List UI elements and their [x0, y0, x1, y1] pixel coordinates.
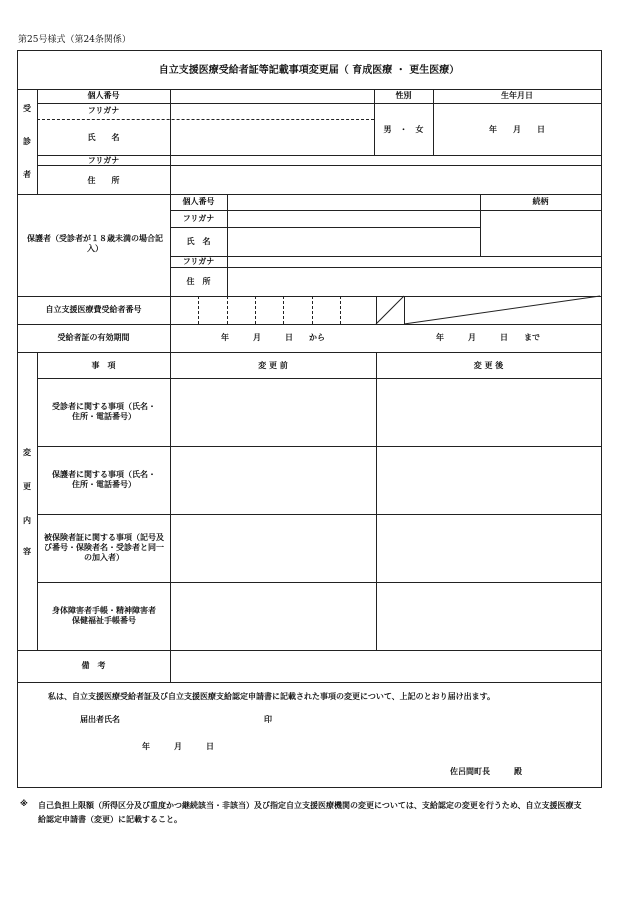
guardian-section-label: 保護者（受診者が１８歳未満の場合記入） — [27, 234, 163, 253]
changes-handbook-after-field[interactable] — [377, 583, 600, 649]
sex-value[interactable]: 男 ・ 女 — [383, 125, 424, 134]
patient-furigana-label: フリガナ — [87, 106, 120, 115]
guardian-address-label: 住 所 — [186, 277, 211, 286]
changes-insurance-after-field[interactable] — [377, 515, 600, 581]
guardian-individual-number-label: 個人番号 — [182, 197, 215, 206]
changes-row-insurance-label: 被保険者証に関する事項（記号及び番号・保険者名・受診者と同一の加入者） — [44, 533, 164, 562]
changes-handbook-before-field[interactable] — [171, 583, 375, 649]
changes-patient-before-field[interactable] — [171, 379, 375, 445]
patient-name-label: 氏 名 — [87, 133, 120, 142]
changes-row-handbook-label: 身体障害者手帳・精神障害者保健福祉手帳番号 — [52, 606, 156, 625]
changes-row-patient-label: 受診者に関する事項（氏名・住所・電話番号） — [52, 402, 156, 421]
patient-furigana2-label: フリガナ — [87, 156, 120, 165]
dob-header: 生年月日 — [501, 91, 533, 100]
applicant-name-field[interactable] — [140, 712, 260, 726]
changes-col-before: 変 更 前 — [258, 361, 288, 370]
submission-date[interactable]: 年 月 日 — [142, 742, 214, 751]
recipient-number-field[interactable] — [171, 297, 375, 323]
applicant-name-label: 届出者氏名 — [80, 715, 120, 724]
changes-patient-after-field[interactable] — [377, 379, 600, 445]
footnote-text: 自己負担上限額（所得区分及び重度かつ継続該当・非該当）及び指定自立支援医療機関の変更については、支給認定の変更を行うため、自立支援医療支給認定申請書（変更）に記載すること。 — [38, 801, 582, 824]
form-number: 第25号様式（第24条関係） — [18, 35, 131, 45]
patient-section-label-1: 受 — [23, 104, 31, 113]
changes-section-label-2: 更 — [23, 482, 31, 491]
changes-guardian-before-field[interactable] — [171, 447, 375, 513]
changes-insurance-before-field[interactable] — [171, 515, 375, 581]
seal-mark: 印 — [264, 715, 272, 724]
remarks-field[interactable] — [171, 651, 600, 681]
guardian-relation-label: 続柄 — [532, 197, 549, 206]
recipient-number-label: 自立支援医療費受給者番号 — [45, 305, 142, 314]
form-title: 自立支援医療受給者証等記載事項変更届（ 育成医療 ・ 更生医療） — [158, 65, 460, 76]
dob-value[interactable]: 年 月 日 — [489, 125, 545, 134]
validity-label: 受給者証の有効期間 — [57, 333, 130, 342]
patient-individual-number-label: 個人番号 — [87, 91, 120, 100]
guardian-furigana2-label: フリガナ — [182, 257, 215, 266]
changes-section-label-4: 容 — [23, 547, 31, 556]
patient-section-label-2: 診 — [23, 137, 31, 146]
guardian-name-label: 氏 名 — [186, 237, 211, 246]
changes-guardian-after-field[interactable] — [377, 447, 600, 513]
validity-from[interactable]: 年 月 日 から — [221, 333, 325, 342]
guardian-furigana-label: フリガナ — [182, 214, 215, 223]
changes-row-guardian-label: 保護者に関する事項（氏名・住所・電話番号） — [52, 470, 156, 489]
validity-to[interactable]: 年 月 日 まで — [436, 333, 540, 342]
remarks-label: 備 考 — [81, 661, 106, 670]
footnote-mark: ※ — [20, 799, 28, 808]
changes-col-after: 変 更 後 — [473, 361, 504, 370]
declaration-text: 私は、自立支援医療受給者証及び自立支援医療支給認定申請書に記載された事項の変更について、上記のとおり届け出ます。 — [48, 692, 496, 701]
sex-header: 性別 — [395, 91, 412, 100]
patient-section-label-3: 者 — [23, 170, 31, 179]
changes-section-label-1: 変 — [23, 448, 31, 457]
changes-col-item: 事 項 — [91, 361, 116, 370]
changes-section-label-3: 内 — [23, 516, 31, 525]
addressee: 佐呂間町長 殿 — [450, 767, 522, 776]
patient-address-label: 住 所 — [87, 176, 120, 185]
